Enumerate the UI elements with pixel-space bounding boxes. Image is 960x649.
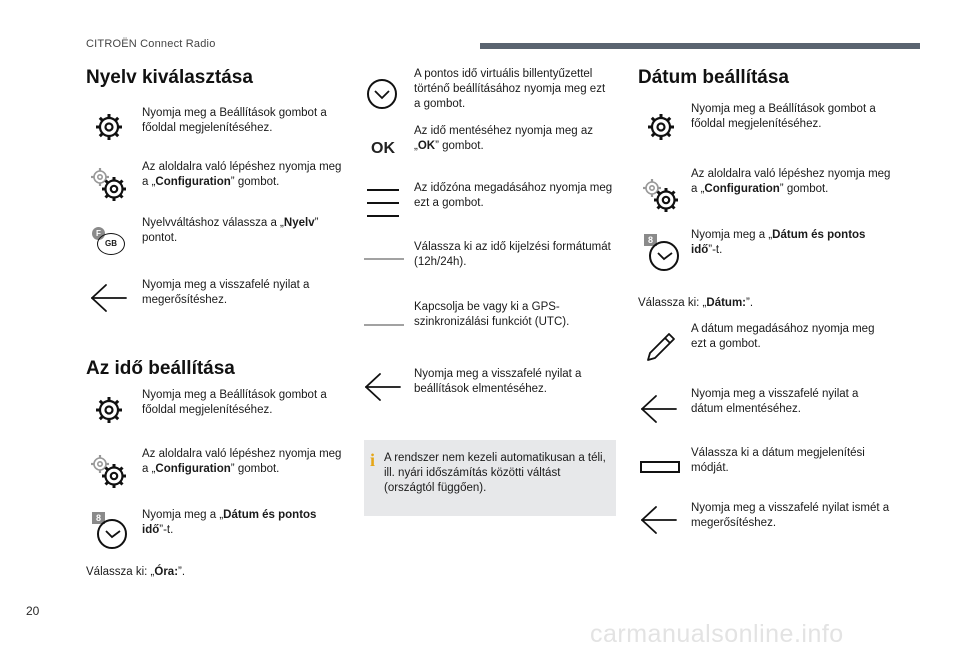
divider-line-icon [364,256,404,262]
step-text: Az időzóna megadásához nyomja meg ezt a gombot. [414,182,613,209]
back-arrow-icon [364,372,402,402]
gear-icon [94,112,124,142]
step-text: A pontos idő virtuális billentyűzettel történő beállításához nyomja meg ezt a gombot. [414,68,606,110]
select-text: Válassza ki: „ [86,566,155,578]
clock-icon [647,238,681,272]
back-arrow-icon [640,505,678,535]
configuration-gears-icon [88,452,130,492]
configuration-label: Configuration [155,463,231,475]
info-icon: i [370,450,376,470]
step-text: Válassza ki a dátum megjelenítési módját. [691,447,865,474]
configuration-gears-icon [640,176,682,216]
step-text-end: ” gombot. [230,463,280,475]
step-text: Nyelvváltáshoz válassza a „ [142,217,284,229]
step-text: Kapcsolja be vagy ki a GPS-szinkronizálási funkciót (UTC). [414,301,570,328]
step-text: Nyomja meg a visszafelé nyilat a beállítások elmentéséhez. [414,368,582,395]
divider-line-icon [364,322,404,328]
section-heading-language: Nyelv kiválasztása [86,67,253,88]
lang-badge-gb: GB [97,233,125,255]
step-text: Nyomja meg a „ [691,229,773,241]
date-time-label: Dátum és pontos idő [691,229,866,256]
section-heading-time: Az idő beállítása [86,358,235,379]
gear-icon [94,395,124,425]
step-text: Az aloldalra való lépéshez nyomja meg a „ [142,161,342,188]
step-text: Nyomja meg a „ [142,509,224,521]
language-label: Nyelv [283,217,315,229]
select-text: Válassza ki: „ [638,297,707,309]
back-arrow-icon [90,283,128,313]
lang-badge-f: F [92,227,105,240]
step-text-end: ”-t. [708,244,723,256]
step-text: A dátum megadásához nyomja meg ezt a gombot. [691,323,875,350]
step-text: Nyomja meg a Beállítások gombot a főoldal megjelenítéséhez. [142,107,327,134]
step-text: Az idő mentéséhez nyomja meg az „ [414,125,593,152]
badge-8: 8 [644,234,657,246]
step-text: Nyomja meg a Beállítások gombot a főoldal megjelenítéséhez. [691,103,876,130]
date-time-label: Dátum és pontos idő [142,509,317,536]
page-number: 20 [26,604,40,618]
step-text: Az aloldalra való lépéshez nyomja meg a „ [142,448,342,475]
select-text-end: ”. [178,566,186,578]
step-text-end: ”-t. [159,524,174,536]
chevron-circle-icon [366,78,398,110]
back-arrow-icon [640,394,678,424]
header-bar [480,43,920,49]
step-text: Az aloldalra való lépéshez nyomja meg a „ [691,168,891,195]
watermark-text: carmanualsonline.info [590,620,844,648]
section-heading-date: Dátum beállítása [638,67,789,88]
date-time-icon [92,512,132,552]
configuration-label: Configuration [704,183,780,195]
gear-icon [646,112,676,142]
select-text-end: ”. [746,297,754,309]
ok-label: OK [417,140,436,152]
format-box-icon [640,460,680,474]
step-text: Nyomja meg a visszafelé nyilat a megerősítéshez. [142,279,310,306]
clock-icon [95,516,129,550]
info-note-text: A rendszer nem kezeli automatikusan a téli, ill. nyári időszámítás közötti váltást (országtól függően). [384,452,606,494]
step-text: Nyomja meg a visszafelé nyilat a dátum elmentéséhez. [691,388,859,415]
pencil-icon [644,330,678,364]
step-text-end: ” pontot. [142,217,319,244]
configuration-gears-icon [88,165,130,205]
date-time-icon [644,234,684,274]
step-text-end: ” gombot. [230,176,280,188]
document-header-title: CITROËN Connect Radio [86,38,216,50]
badge-8: 8 [92,512,105,524]
step-text: Nyomja meg a Beállítások gombot a főoldal megjelenítéséhez. [142,389,327,416]
step-text-end: ” gombot. [779,183,829,195]
hour-label: Óra: [154,566,179,578]
step-text: Nyomja meg a visszafelé nyilat ismét a megerősítéshez. [691,502,890,529]
date-label: Dátum: [706,297,747,309]
menu-icon [366,186,400,220]
ok-button-icon: OK [371,140,395,157]
language-icon [90,225,130,255]
step-text: Válassza ki az idő kijelzési formátumát (12h/24h). [414,241,611,268]
configuration-label: Configuration [155,176,231,188]
step-text-end: ” gombot. [435,140,484,152]
